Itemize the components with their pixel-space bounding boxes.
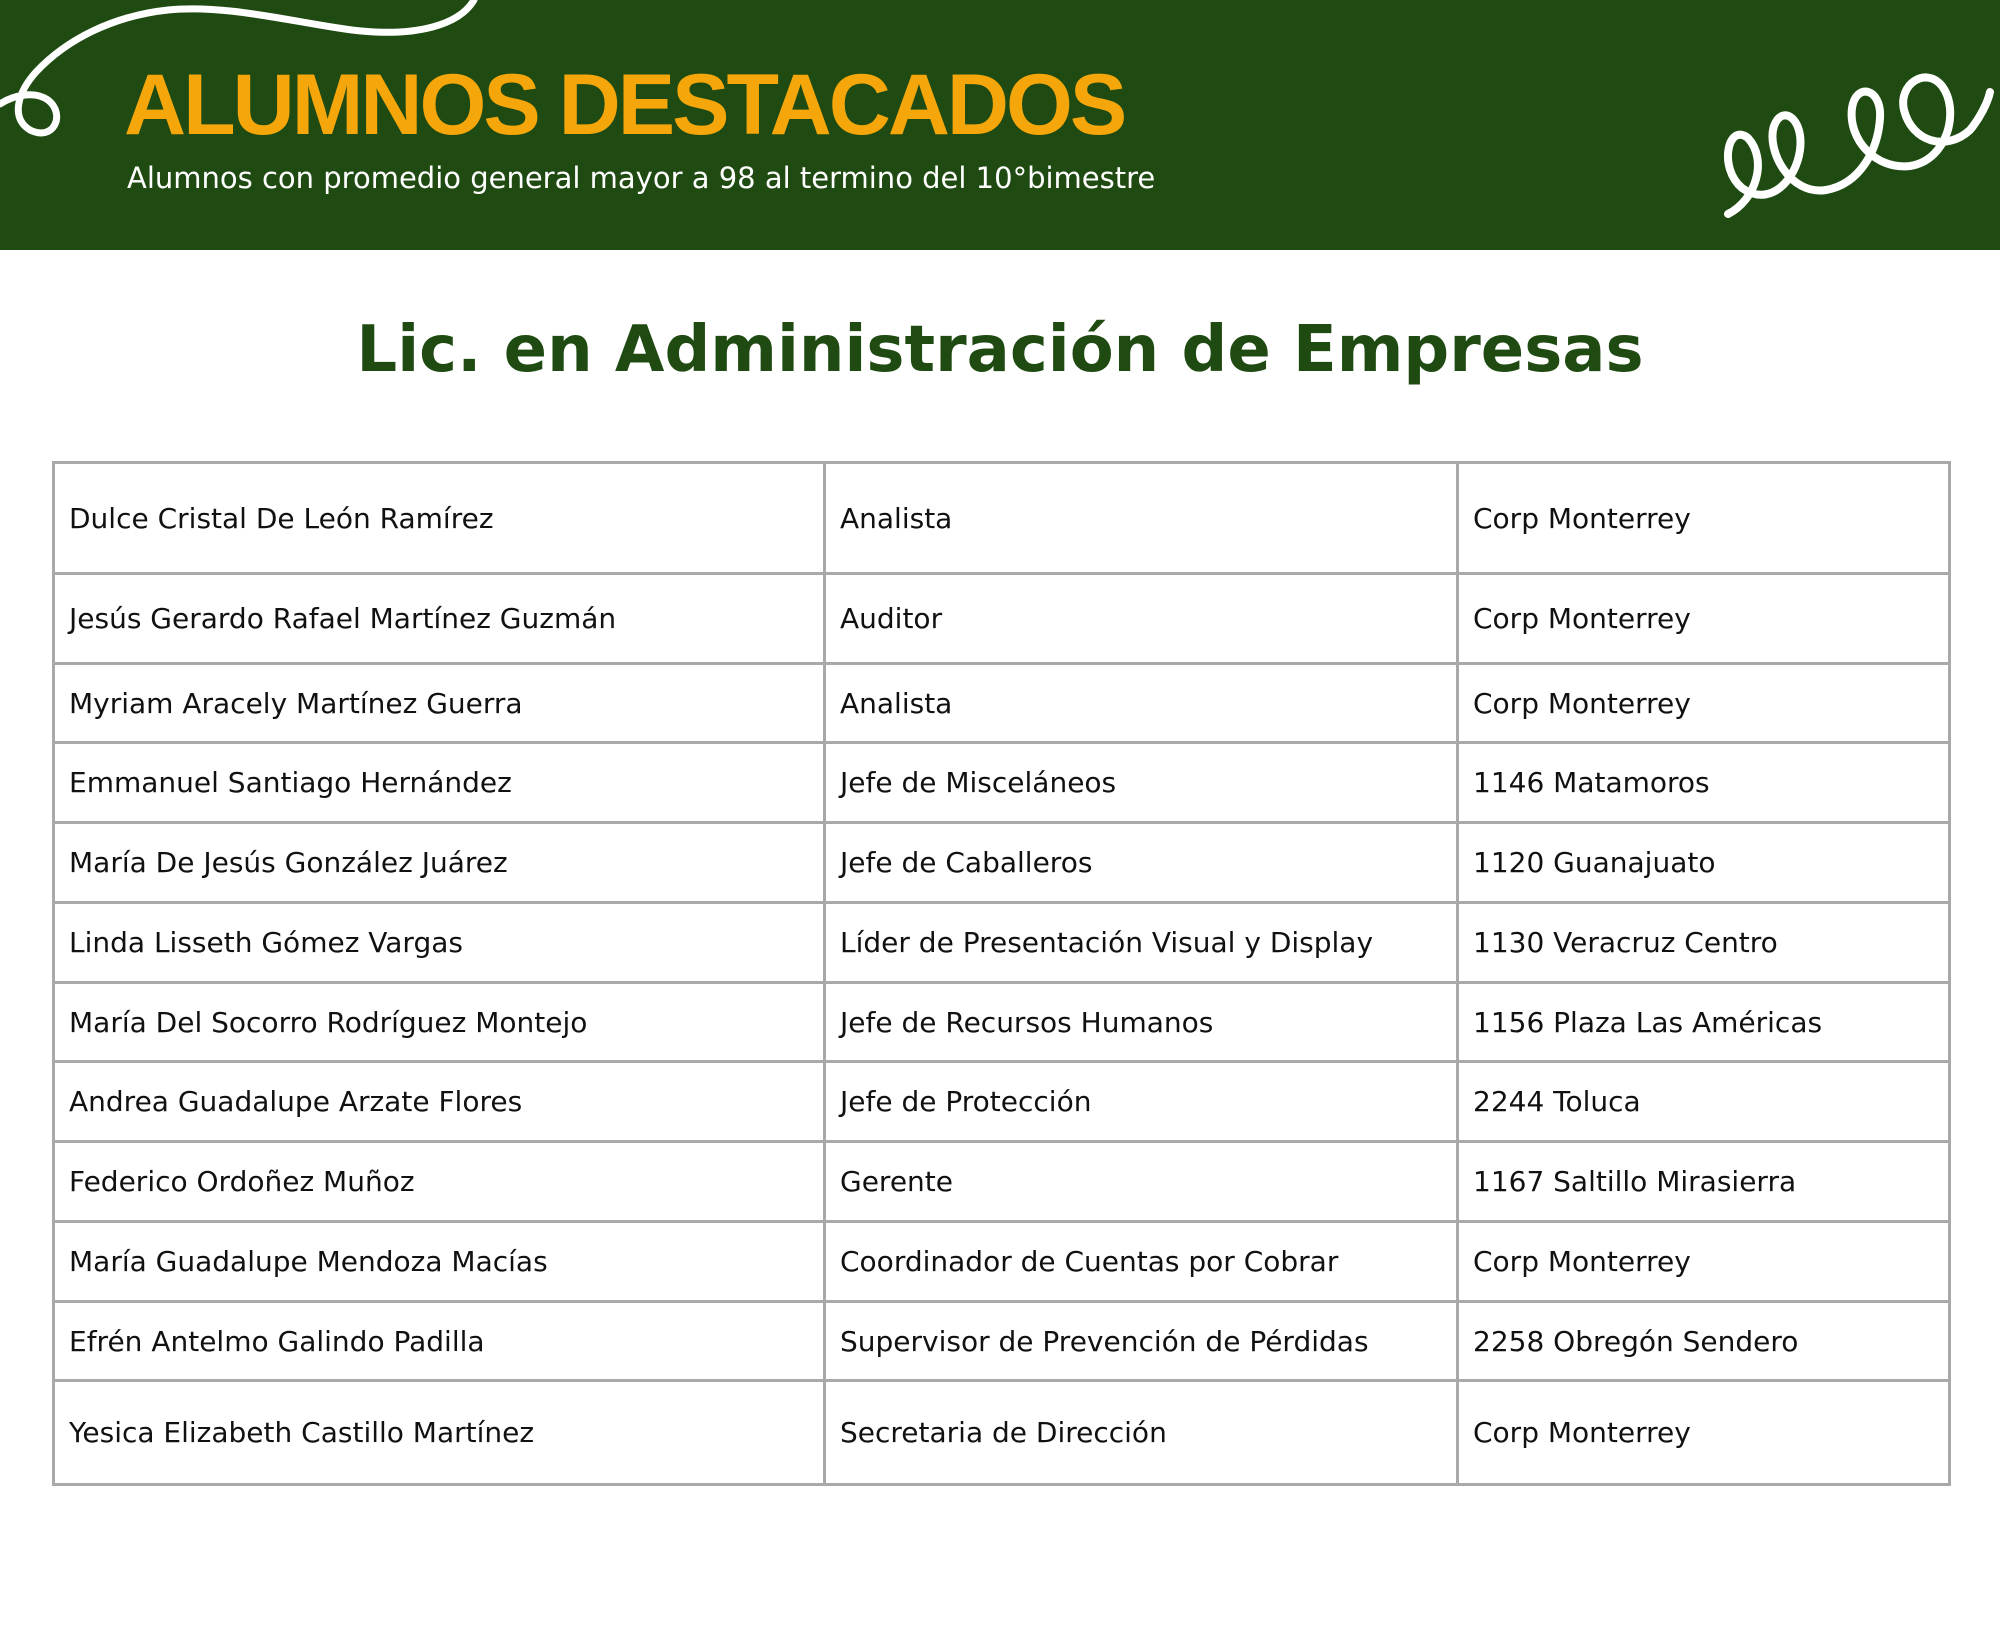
job-title-cell: Supervisor de Prevención de Pérdidas — [825, 1302, 1458, 1381]
table-row — [54, 463, 1950, 574]
student-name-cell: Linda Lisseth Gómez Vargas — [54, 903, 825, 983]
location-cell: Corp Monterrey — [1458, 1381, 1950, 1485]
table-row — [54, 1381, 1950, 1485]
job-title-cell: Jefe de Recursos Humanos — [825, 983, 1458, 1062]
job-title-cell: Auditor — [825, 574, 1458, 664]
table-row — [54, 664, 1950, 743]
location-cell: 2258 Obregón Sendero — [1458, 1302, 1950, 1381]
student-name-cell: Efrén Antelmo Galindo Padilla — [54, 1302, 825, 1381]
location-cell: Corp Monterrey — [1458, 1222, 1950, 1302]
table-row — [54, 823, 1950, 903]
job-title-cell: Coordinador de Cuentas por Cobrar — [825, 1222, 1458, 1302]
student-name-cell: Yesica Elizabeth Castillo Martínez — [54, 1381, 825, 1485]
student-name-cell: Dulce Cristal De León Ramírez — [54, 463, 825, 574]
student-name-cell: Jesús Gerardo Rafael Martínez Guzmán — [54, 574, 825, 664]
location-cell: Corp Monterrey — [1458, 463, 1950, 574]
location-cell: 2244 Toluca — [1458, 1062, 1950, 1142]
table-row — [54, 743, 1950, 823]
table-row — [54, 1142, 1950, 1222]
table-row — [54, 1062, 1950, 1142]
student-name-cell: María Guadalupe Mendoza Macías — [54, 1222, 825, 1302]
job-title-cell: Jefe de Misceláneos — [825, 743, 1458, 823]
location-cell: 1130 Veracruz Centro — [1458, 903, 1950, 983]
table-row — [54, 574, 1950, 664]
job-title-cell: Gerente — [825, 1142, 1458, 1222]
job-title-cell: Jefe de Caballeros — [825, 823, 1458, 903]
location-cell: 1120 Guanajuato — [1458, 823, 1950, 903]
location-cell: Corp Monterrey — [1458, 574, 1950, 664]
student-name-cell: Emmanuel Santiago Hernández — [54, 743, 825, 823]
job-title-cell: Líder de Presentación Visual y Display — [825, 903, 1458, 983]
location-cell: Corp Monterrey — [1458, 664, 1950, 743]
location-cell: 1146 Matamoros — [1458, 743, 1950, 823]
table-row — [54, 903, 1950, 983]
student-name-cell: Andrea Guadalupe Arzate Flores — [54, 1062, 825, 1142]
job-title-cell: Jefe de Protección — [825, 1062, 1458, 1142]
job-title-cell: Analista — [825, 664, 1458, 743]
table-row — [54, 1302, 1950, 1381]
header-subtitle: Alumnos con promedio general mayor a 98 al termino del 10°bimestre — [127, 161, 1156, 195]
job-title-cell: Analista — [825, 463, 1458, 574]
table-row — [54, 1222, 1950, 1302]
header-title: ALUMNOS DESTACADOS — [124, 57, 1125, 153]
table-row — [54, 983, 1950, 1062]
student-name-cell: María Del Socorro Rodríguez Montejo — [54, 983, 825, 1062]
student-name-cell: Myriam Aracely Martínez Guerra — [54, 664, 825, 743]
job-title-cell: Secretaria de Dirección — [825, 1381, 1458, 1485]
section-title: Lic. en Administración de Empresas — [356, 313, 1644, 387]
student-name-cell: Federico Ordoñez Muñoz — [54, 1142, 825, 1222]
location-cell: 1156 Plaza Las Américas — [1458, 983, 1950, 1062]
students-table — [52, 461, 1951, 1486]
location-cell: 1167 Saltillo Mirasierra — [1458, 1142, 1950, 1222]
student-name-cell: María De Jesús González Juárez — [54, 823, 825, 903]
header-banner — [0, 0, 2000, 250]
